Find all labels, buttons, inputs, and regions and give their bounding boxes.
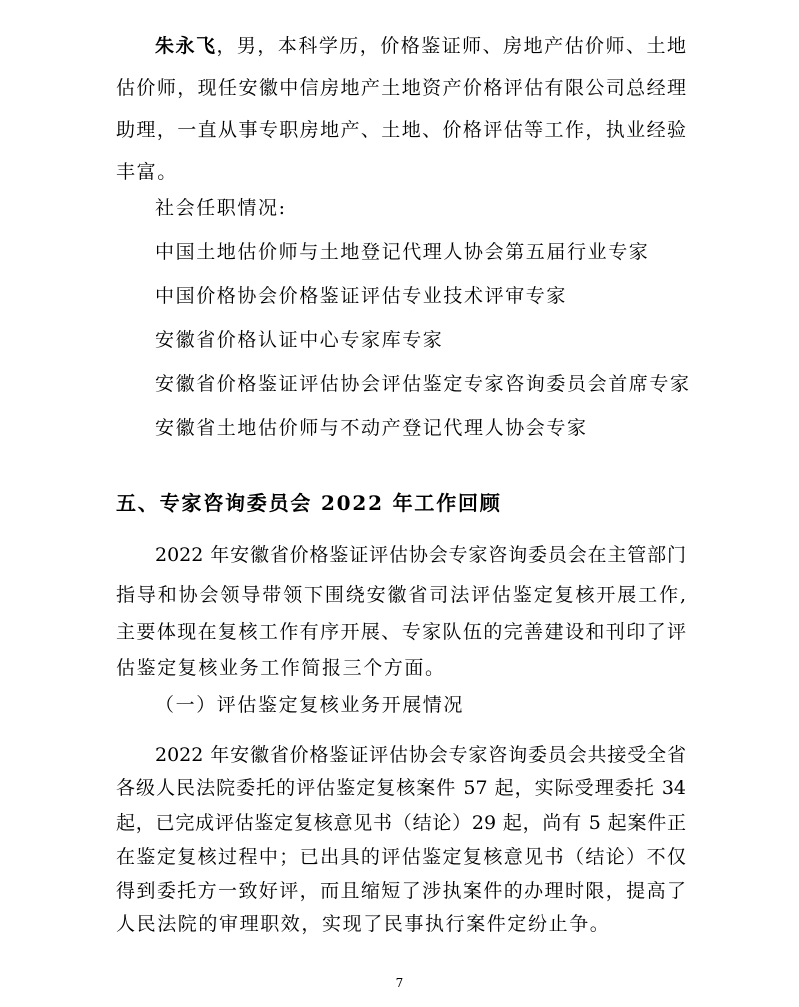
- para2-line: 2022 年安徽省价格鉴证评估协会专家咨询委员会共接受全省: [155, 744, 686, 766]
- subsection-heading: （一）评估鉴定复核业务开展情况: [155, 694, 465, 716]
- social-role-item: 安徽省价格鉴证评估协会评估鉴定专家咨询委员会首席专家: [155, 373, 691, 395]
- para1-line: 主要体现在复核工作有序开展、专家队伍的完善建设和刊印了评: [116, 621, 686, 643]
- para1-line: 2022 年安徽省价格鉴证评估协会专家咨询委员会在主管部门: [155, 544, 686, 566]
- person-name: 朱永飞: [155, 35, 217, 57]
- social-role-item: 安徽省土地估价师与不动产登记代理人协会专家: [155, 417, 588, 439]
- social-role-item: 中国价格协会价格鉴证评估专业技术评审专家: [155, 285, 568, 307]
- social-roles-title: 社会任职情况:: [155, 197, 287, 219]
- intro-line-1: [155, 33, 686, 59]
- page-number: 7: [395, 976, 404, 990]
- para2-line: 在鉴定复核过程中；已出具的评估鉴定复核意见书（结论）不仅: [116, 846, 686, 868]
- para2-line: 起，已完成评估鉴定复核意见书（结论）29 起，尚有 5 起案件正: [116, 812, 686, 834]
- para1-line: 指导和协会领导带领下围绕安徽省司法评估鉴定复核开展工作,: [116, 584, 686, 606]
- para2-line: 得到委托方一致好评，而且缩短了涉执案件的办理时限，提高了: [116, 880, 686, 902]
- intro-line-4: 丰富。: [116, 161, 178, 183]
- intro-line-1-rest: ，男，本科学历，价格鉴证师、房地产估价师、土地: [216, 35, 686, 57]
- intro-line-3: 助理，一直从事专职房地产、土地、价格评估等工作，执业经验: [116, 119, 686, 141]
- social-role-item: 中国土地估价师与土地登记代理人协会第五届行业专家: [155, 241, 650, 263]
- para1-line: 估鉴定复核业务工作简报三个方面。: [116, 657, 446, 679]
- para2-line: 各级人民法院委托的评估鉴定复核案件 57 起，实际受理委托 34: [116, 777, 686, 799]
- para2-line: 人民法院的审理职效，实现了民事执行案件定纷止争。: [116, 913, 611, 935]
- section-heading: 五、专家咨询委员会 2022 年工作回顾: [116, 491, 502, 515]
- intro-line-2: 估价师，现任安徽中信房地产土地资产价格评估有限公司总经理: [116, 77, 686, 99]
- social-role-item: 安徽省价格认证中心专家库专家: [155, 329, 444, 351]
